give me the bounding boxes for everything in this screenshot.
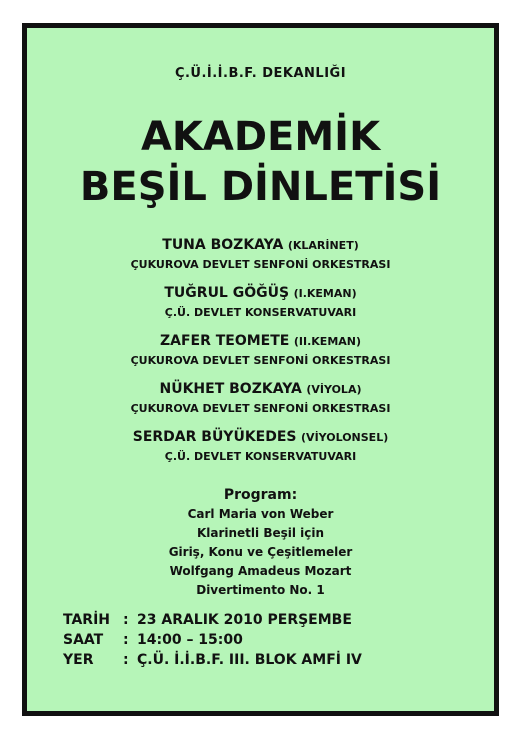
organizer-heading: Ç.Ü.İ.İ.B.F. DEKANLIĞI: [174, 66, 347, 81]
performer-role: (II.KEMAN): [293, 335, 362, 348]
performer-org: ÇUKUROVA DEVLET SENFONİ ORKESTRASI: [130, 354, 391, 367]
time-label: SAAT: [63, 632, 104, 648]
program-line: Klarinetli Beşil için: [196, 526, 325, 540]
performer-1: [27, 236, 494, 274]
performer-4: [27, 380, 494, 418]
program-section: [27, 486, 494, 600]
performer-name: SERDAR BÜYÜKEDES: [132, 429, 297, 445]
program-line: Carl Maria von Weber: [187, 507, 334, 521]
performer-name: TUNA BOZKAYA: [162, 237, 284, 253]
date-row: [63, 610, 362, 630]
title-line-1: AKADEMİK: [140, 114, 381, 160]
performer-name: TUĞRUL GÖĞÜŞ: [164, 285, 290, 301]
performer-org: Ç.Ü. DEVLET KONSERVATUVARI: [164, 306, 357, 319]
title-line-2: BEŞİL DİNLETİSİ: [79, 164, 442, 210]
performer-role: (VİYOLONSEL): [301, 431, 389, 444]
performer-role: (I.KEMAN): [293, 287, 357, 300]
place-value: Ç.Ü. İ.İ.B.F. III. BLOK AMFİ IV: [137, 652, 362, 668]
program-line: Giriş, Konu ve Çeşitlemeler: [168, 545, 353, 559]
separator: :: [123, 612, 129, 628]
performer-role: (VİYOLA): [306, 383, 362, 396]
time-row: [63, 630, 362, 650]
performer-role: (KLARİNET): [287, 239, 359, 252]
program-heading: Program:: [223, 487, 298, 503]
program-line: Divertimento No. 1: [196, 583, 325, 597]
date-value: 23 ARALIK 2010 PERŞEMBE: [137, 612, 352, 628]
performer-org: ÇUKUROVA DEVLET SENFONİ ORKESTRASI: [130, 402, 391, 415]
concert-poster: [22, 23, 499, 716]
event-details: [63, 610, 362, 670]
performer-3: [27, 332, 494, 370]
performer-org: Ç.Ü. DEVLET KONSERVATUVARI: [164, 450, 357, 463]
performer-2: [27, 284, 494, 322]
separator: :: [123, 652, 129, 668]
performer-name: ZAFER TEOMETE: [159, 333, 290, 349]
performer-5: [27, 428, 494, 466]
separator: :: [123, 632, 129, 648]
place-label: YER: [63, 652, 94, 668]
time-value: 14:00 – 15:00: [137, 632, 243, 648]
date-label: TARİH: [63, 612, 111, 628]
performer-org: ÇUKUROVA DEVLET SENFONİ ORKESTRASI: [130, 258, 391, 271]
program-line: Wolfgang Amadeus Mozart: [169, 564, 352, 578]
place-row: [63, 650, 362, 670]
event-title: [27, 112, 494, 212]
performer-name: NÜKHET BOZKAYA: [159, 381, 302, 397]
